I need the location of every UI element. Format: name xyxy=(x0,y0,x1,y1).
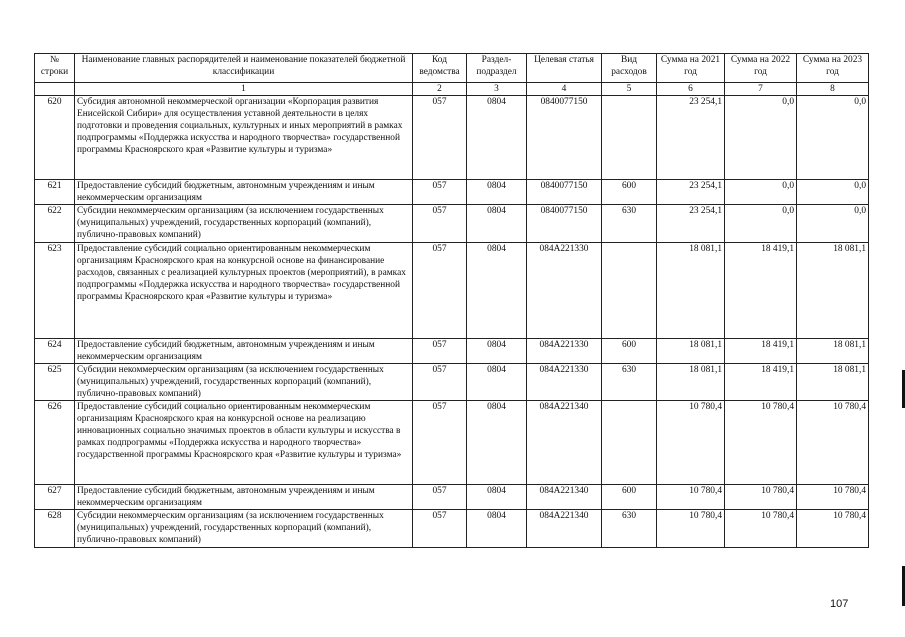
cell-sum-2021: 18 081,1 xyxy=(657,242,725,338)
column-number-sum-2022: 7 xyxy=(725,83,797,96)
table-row xyxy=(35,510,869,547)
header-sum-2023: Сумма на 2023 год xyxy=(797,54,869,83)
cell-row-number: 623 xyxy=(35,242,75,338)
cell-sum-2022: 10 780,4 xyxy=(725,510,797,547)
column-number-sum-2021: 6 xyxy=(657,83,725,96)
cell-expense-type: 630 xyxy=(602,510,657,547)
cell-section-code: 0804 xyxy=(467,205,527,242)
cell-sum-2022: 10 780,4 xyxy=(725,485,797,510)
cell-section-code: 0804 xyxy=(467,485,527,510)
cell-item-name: Субсидия автономной некоммерческой организации «Корпорация развития Енисейской Сибири» для осуществления уставной деятельности в целях подготовки и проведения социальных, культурных и иных мероприятий в рамках подпрограммы «Поддержка искусства и народного творчества» государственной программы Красноярского края «Развитие культуры и туризма» xyxy=(75,96,413,180)
header-row-number: № строки xyxy=(35,54,75,83)
header-target-article: Целевая статья xyxy=(527,54,602,83)
column-number-target-article: 4 xyxy=(527,83,602,96)
cell-sum-2021: 10 780,4 xyxy=(657,401,725,485)
cell-expense-type xyxy=(602,242,657,338)
cell-sum-2023: 18 081,1 xyxy=(797,242,869,338)
header-expense-type: Вид расходов xyxy=(602,54,657,83)
cell-sum-2023: 18 081,1 xyxy=(797,363,869,400)
cell-row-number: 622 xyxy=(35,205,75,242)
cell-item-name: Субсидии некоммерческим организациям (за исключением государственных (муниципальных) учреждений, государственных корпораций (компаний), публично-правовых компаний) xyxy=(75,363,413,400)
cell-sum-2021: 10 780,4 xyxy=(657,510,725,547)
cell-expense-type: 630 xyxy=(602,363,657,400)
cell-expense-type: 600 xyxy=(602,180,657,205)
cell-expense-type xyxy=(602,96,657,180)
cell-sum-2022: 10 780,4 xyxy=(725,401,797,485)
cell-expense-type xyxy=(602,401,657,485)
cell-sum-2021: 18 081,1 xyxy=(657,363,725,400)
cell-target-article: 084A221340 xyxy=(527,485,602,510)
cell-sum-2023: 10 780,4 xyxy=(797,510,869,547)
column-number-sum-2023: 8 xyxy=(797,83,869,96)
cell-row-number: 620 xyxy=(35,96,75,180)
cell-department-code: 057 xyxy=(413,180,467,205)
table-row xyxy=(35,485,869,510)
header-sum-2021: Сумма на 2021 год xyxy=(657,54,725,83)
table-row xyxy=(35,401,869,485)
column-number-expense-type: 5 xyxy=(602,83,657,96)
cell-sum-2023: 10 780,4 xyxy=(797,401,869,485)
cell-sum-2022: 18 419,1 xyxy=(725,338,797,363)
cell-target-article: 0840077150 xyxy=(527,205,602,242)
column-number-item-name: 1 xyxy=(75,83,413,96)
cell-sum-2021: 23 254,1 xyxy=(657,180,725,205)
cell-row-number: 628 xyxy=(35,510,75,547)
table-row xyxy=(35,205,869,242)
cell-sum-2022: 18 419,1 xyxy=(725,242,797,338)
cell-sum-2022: 0,0 xyxy=(725,96,797,180)
cell-item-name: Предоставление субсидий социально ориентированным некоммерческим организациям Красноярского края на конкурсной основе на финансирование расходов, связанных с реализацией культурных проектов (мероприятий), в рамках подпрограммы «Поддержка искусства и народного творчества» государственной программы Красноярского края «Развитие культуры и туризма» xyxy=(75,242,413,338)
cell-sum-2023: 0,0 xyxy=(797,205,869,242)
cell-department-code: 057 xyxy=(413,510,467,547)
header-department-code: Код ведомства xyxy=(413,54,467,83)
cell-department-code: 057 xyxy=(413,485,467,510)
header-item-name: Наименование главных распорядителей и наименование показателей бюджетной классификации xyxy=(75,54,413,83)
cell-section-code: 0804 xyxy=(467,96,527,180)
cell-section-code: 0804 xyxy=(467,510,527,547)
cell-department-code: 057 xyxy=(413,363,467,400)
cell-item-name: Субсидии некоммерческим организациям (за исключением государственных (муниципальных) учреждений, государственных корпораций (компаний), публично-правовых компаний) xyxy=(75,510,413,547)
cell-target-article: 084A221330 xyxy=(527,363,602,400)
cell-sum-2023: 0,0 xyxy=(797,180,869,205)
header-section-code: Раздел-подраздел xyxy=(467,54,527,83)
column-number-row xyxy=(35,83,869,96)
table-row xyxy=(35,242,869,338)
header-row xyxy=(35,54,869,83)
cell-section-code: 0804 xyxy=(467,401,527,485)
cell-expense-type: 630 xyxy=(602,205,657,242)
cell-row-number: 621 xyxy=(35,180,75,205)
cell-expense-type: 600 xyxy=(602,485,657,510)
cell-row-number: 627 xyxy=(35,485,75,510)
page-number: 107 xyxy=(830,598,849,610)
table-row xyxy=(35,180,869,205)
cell-department-code: 057 xyxy=(413,96,467,180)
column-number-section-code: 3 xyxy=(467,83,527,96)
column-number-department-code: 2 xyxy=(413,83,467,96)
cell-row-number: 625 xyxy=(35,363,75,400)
cell-row-number: 626 xyxy=(35,401,75,485)
cell-target-article: 084A221340 xyxy=(527,510,602,547)
cell-section-code: 0804 xyxy=(467,363,527,400)
cell-sum-2021: 18 081,1 xyxy=(657,338,725,363)
cell-sum-2021: 23 254,1 xyxy=(657,96,725,180)
table-row xyxy=(35,338,869,363)
column-number-row-number xyxy=(35,83,75,96)
table-row xyxy=(35,96,869,180)
table-row xyxy=(35,363,869,400)
cell-department-code: 057 xyxy=(413,401,467,485)
cell-target-article: 084A221340 xyxy=(527,401,602,485)
cell-target-article: 084A221330 xyxy=(527,242,602,338)
cell-item-name: Предоставление субсидий бюджетным, автономным учреждениям и иным некоммерческим организациям xyxy=(75,485,413,510)
cell-sum-2022: 0,0 xyxy=(725,180,797,205)
cell-department-code: 057 xyxy=(413,338,467,363)
cell-sum-2023: 10 780,4 xyxy=(797,485,869,510)
cell-department-code: 057 xyxy=(413,242,467,338)
cell-sum-2021: 23 254,1 xyxy=(657,205,725,242)
cell-target-article: 0840077150 xyxy=(527,96,602,180)
cell-target-article: 084A221330 xyxy=(527,338,602,363)
cell-section-code: 0804 xyxy=(467,242,527,338)
cell-section-code: 0804 xyxy=(467,180,527,205)
cell-sum-2022: 18 419,1 xyxy=(725,363,797,400)
cell-expense-type: 600 xyxy=(602,338,657,363)
cell-item-name: Субсидии некоммерческим организациям (за исключением государственных (муниципальных) учреждений, государственных корпораций (компаний), публично-правовых компаний) xyxy=(75,205,413,242)
cell-department-code: 057 xyxy=(413,205,467,242)
cell-section-code: 0804 xyxy=(467,338,527,363)
header-sum-2022: Сумма на 2022 год xyxy=(725,54,797,83)
cell-row-number: 624 xyxy=(35,338,75,363)
cell-target-article: 0840077150 xyxy=(527,180,602,205)
cell-sum-2021: 10 780,4 xyxy=(657,485,725,510)
cell-sum-2022: 0,0 xyxy=(725,205,797,242)
cell-item-name: Предоставление субсидий бюджетным, автономным учреждениям и иным некоммерческим организациям xyxy=(75,180,413,205)
cell-sum-2023: 0,0 xyxy=(797,96,869,180)
cell-sum-2023: 18 081,1 xyxy=(797,338,869,363)
table-body xyxy=(35,96,869,547)
cell-item-name: Предоставление субсидий бюджетным, автономным учреждениям и иным некоммерческим организациям xyxy=(75,338,413,363)
budget-table xyxy=(34,53,869,548)
cell-item-name: Предоставление субсидий социально ориентированным некоммерческим организациям Красноярского края на конкурсной основе на реализацию инновационных социально значимых проектов в области культуры и искусства в рамках подпрограммы «Поддержка искусства и народного творчества» государственной программы Красноярского края «Развитие культуры и туризма» xyxy=(75,401,413,485)
